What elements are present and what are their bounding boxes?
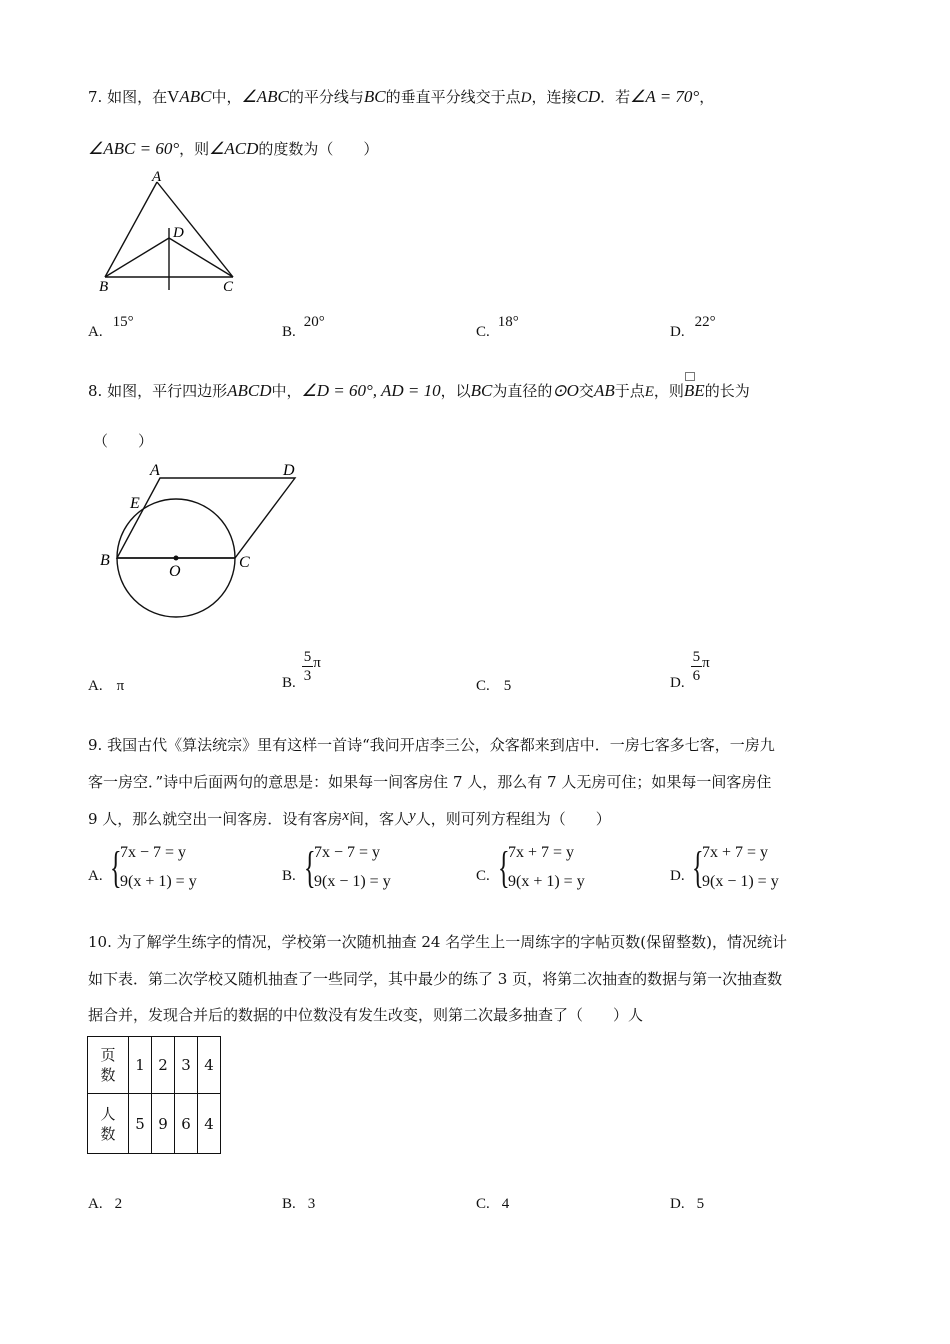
q7-text: ，连接 bbox=[531, 88, 577, 106]
equation-1: 7x + 7 = y bbox=[702, 844, 769, 861]
table-cell: 4 bbox=[198, 1094, 221, 1154]
q10-option-d[interactable] bbox=[670, 1194, 704, 1213]
option-label: C. bbox=[476, 1196, 490, 1212]
brace: { bbox=[498, 843, 510, 892]
option-label: D. bbox=[670, 1196, 685, 1212]
numerator: 5 bbox=[303, 649, 312, 665]
brace: { bbox=[692, 843, 704, 892]
header-char: 数 bbox=[100, 1124, 116, 1143]
q8-figure bbox=[95, 458, 310, 623]
equation-1: 7x − 7 = y bbox=[120, 844, 187, 861]
label-d: D bbox=[173, 225, 184, 241]
q9-stem-line3 bbox=[88, 808, 611, 829]
q7-option-c[interactable] bbox=[476, 314, 519, 341]
option-label: B. bbox=[282, 674, 296, 691]
q8-text: 交 bbox=[578, 382, 594, 400]
label-e: E bbox=[130, 495, 140, 512]
brace: { bbox=[304, 843, 316, 892]
table-cell: 3 bbox=[175, 1037, 198, 1094]
q9-text: 9 人，那么就空出一间客房．设有客房 bbox=[88, 810, 343, 828]
option-label: A. bbox=[88, 678, 103, 694]
fraction bbox=[691, 648, 703, 685]
option-value: 5 bbox=[696, 1196, 705, 1212]
option-label: A. bbox=[88, 868, 103, 884]
option-label: D. bbox=[670, 868, 685, 884]
q7-text: 中， bbox=[211, 88, 242, 106]
q8-arc-be bbox=[684, 381, 705, 400]
equation-system bbox=[120, 838, 197, 896]
q8-stem-line1 bbox=[88, 380, 750, 401]
q9-option-b[interactable] bbox=[282, 838, 432, 900]
q10-stem-line1 bbox=[88, 931, 787, 952]
q10-stem-line2 bbox=[88, 968, 782, 989]
label-b: B bbox=[100, 552, 110, 569]
q9-option-d[interactable] bbox=[670, 838, 820, 900]
option-value: 18° bbox=[497, 314, 519, 330]
triangle-symbol: V bbox=[167, 87, 180, 106]
q9-text: 9. 我国古代《算法统宗》里有这样一首诗“我问开店李三公，众客都来到店中．一房七客多七客，一房九 bbox=[88, 736, 775, 754]
label-c: C bbox=[239, 554, 250, 571]
var-y: y bbox=[409, 808, 416, 824]
option-label: A. bbox=[88, 1196, 103, 1212]
table-cell: 9 bbox=[152, 1094, 175, 1154]
numerator: 5 bbox=[692, 649, 701, 665]
pi-symbol: π bbox=[702, 654, 710, 671]
pi-symbol: π bbox=[313, 654, 321, 671]
segment-ab bbox=[105, 182, 157, 277]
q8-text: 8. 如图，平行四边形 bbox=[88, 382, 228, 400]
segment-dc bbox=[169, 238, 233, 277]
q7-text: ，则 bbox=[179, 140, 210, 158]
center-o-dot bbox=[174, 556, 179, 561]
row-header-pages bbox=[88, 1037, 129, 1094]
option-label: B. bbox=[282, 324, 296, 340]
label-o: O bbox=[169, 563, 181, 580]
q8-condition: ∠D = 60°, AD = 10 bbox=[301, 381, 441, 400]
option-label: D. bbox=[670, 324, 685, 340]
q8-bc: BC bbox=[470, 381, 493, 400]
q8-abcd: ABCD bbox=[227, 381, 272, 400]
q10-stem-line3 bbox=[88, 1004, 643, 1025]
q9-text: 人，则可列方程组为（ ） bbox=[415, 810, 611, 828]
q9-stem-line1 bbox=[88, 734, 775, 755]
q7-text: 7. 如图，在 bbox=[88, 88, 168, 106]
option-label: D. bbox=[670, 674, 685, 691]
label-b: B bbox=[99, 279, 109, 293]
label-c: C bbox=[223, 279, 234, 293]
q7-text: ， bbox=[699, 88, 715, 106]
q7-option-a[interactable] bbox=[88, 314, 134, 341]
q7-angle-acd: ∠ACD bbox=[209, 139, 259, 158]
q9-text: 间，客人 bbox=[349, 810, 410, 828]
q8-circle-o: ⊙O bbox=[552, 381, 579, 400]
header-char: 页 bbox=[100, 1046, 116, 1064]
q10-option-a[interactable] bbox=[88, 1194, 122, 1213]
equation-system bbox=[508, 838, 585, 896]
q10-data-table bbox=[87, 1036, 221, 1154]
q7-option-b[interactable] bbox=[282, 314, 325, 341]
q8-option-a[interactable] bbox=[88, 676, 124, 695]
header-char: 数 bbox=[100, 1066, 116, 1084]
equation-2: 9(x − 1) = y bbox=[314, 873, 391, 890]
equation-system bbox=[314, 838, 391, 896]
table-row-pages bbox=[88, 1037, 221, 1094]
q8-option-c[interactable] bbox=[476, 676, 511, 695]
q7-abc: ABC bbox=[179, 87, 212, 106]
option-value: 5 bbox=[503, 678, 512, 694]
option-label: A. bbox=[88, 324, 103, 340]
q8-text: ，则 bbox=[653, 382, 684, 400]
equation-1: 7x + 7 = y bbox=[508, 844, 575, 861]
q10-text: 10. 为了解学生练字的情况，学校第一次随机抽查 24 名学生上一周练字的字帖页数(保留整数)，情况统计 bbox=[88, 933, 787, 951]
denominator: 6 bbox=[692, 668, 701, 684]
fraction bbox=[302, 648, 314, 685]
label-a: A bbox=[150, 462, 160, 479]
q7-point-d: D bbox=[520, 90, 532, 106]
segment-bd bbox=[105, 238, 169, 277]
row-header-people bbox=[88, 1094, 129, 1154]
option-value: 22° bbox=[694, 314, 716, 330]
option-value: 15° bbox=[112, 314, 134, 330]
table-cell: 2 bbox=[152, 1037, 175, 1094]
q8-text: 为直径的 bbox=[492, 382, 553, 400]
q9-text: 客一房空．”诗中后面两句的意思是：如果每一间客房住 7 人，那么有 7 人无房可住；如果每一间客房住 bbox=[88, 773, 772, 791]
equation-2: 9(x + 1) = y bbox=[508, 873, 585, 890]
table-cell: 1 bbox=[129, 1037, 152, 1094]
option-value: 2 bbox=[114, 1196, 123, 1212]
q8-ab: AB bbox=[593, 381, 615, 400]
q10-text: 据合并，发现合并后的数据的中位数没有发生改变，则第二次最多抽查了（ ）人 bbox=[88, 1006, 644, 1024]
q7-stem-line2 bbox=[88, 138, 378, 159]
q7-angle-a: ∠A = 70° bbox=[630, 87, 700, 106]
label-a: A bbox=[152, 169, 162, 185]
option-value: 4 bbox=[501, 1196, 510, 1212]
q7-text: 的垂直平分线交于点 bbox=[385, 88, 521, 106]
equation-2: 9(x − 1) = y bbox=[702, 873, 779, 890]
q7-text: 的平分线与 bbox=[288, 88, 364, 106]
option-value: π bbox=[116, 678, 125, 694]
var-x: x bbox=[342, 808, 349, 824]
label-d: D bbox=[283, 462, 295, 479]
q10-option-b[interactable] bbox=[282, 1194, 315, 1213]
q7-option-d[interactable] bbox=[670, 314, 716, 341]
q7-bc: BC bbox=[363, 87, 386, 106]
option-label: C. bbox=[476, 324, 490, 340]
q10-option-c[interactable] bbox=[476, 1194, 509, 1213]
table-cell: 5 bbox=[129, 1094, 152, 1154]
q8-text: 的长为 bbox=[704, 382, 750, 400]
q8-text: 中， bbox=[271, 382, 302, 400]
equation-system bbox=[702, 838, 779, 896]
q8-stem-line2 bbox=[93, 430, 153, 451]
q9-stem-line2 bbox=[88, 771, 771, 792]
q8-option-b[interactable] bbox=[282, 648, 321, 691]
option-label: C. bbox=[476, 678, 490, 694]
table-row-people bbox=[88, 1094, 221, 1154]
equation-2: 9(x + 1) = y bbox=[120, 873, 197, 890]
q9-option-c[interactable] bbox=[476, 838, 626, 900]
q8-point-e: E bbox=[644, 384, 654, 400]
header-char: 人 bbox=[100, 1104, 116, 1123]
option-label: B. bbox=[282, 868, 296, 884]
option-label: B. bbox=[282, 1196, 296, 1212]
arc-be-text: BE bbox=[683, 381, 705, 400]
q7-text: 的度数为（ ） bbox=[258, 140, 379, 158]
q7-figure bbox=[95, 168, 245, 293]
q8-paren: （ ） bbox=[93, 432, 154, 450]
q7-cd: CD bbox=[576, 87, 601, 106]
table-cell: 6 bbox=[175, 1094, 198, 1154]
q8-text: ，以 bbox=[440, 382, 471, 400]
q7-angle-abc: ∠ABC bbox=[241, 87, 289, 106]
parallelogram-abcd bbox=[117, 478, 295, 558]
q8-text: 于点 bbox=[614, 382, 645, 400]
option-label: C. bbox=[476, 868, 490, 884]
q9-option-a[interactable] bbox=[88, 838, 238, 900]
option-value: 3 bbox=[307, 1196, 316, 1212]
q7-stem-line1 bbox=[88, 86, 714, 107]
q8-option-d[interactable] bbox=[670, 648, 710, 691]
q7-angle-abc-value: ∠ABC = 60° bbox=[88, 139, 180, 158]
q7-text: ．若 bbox=[600, 88, 631, 106]
equation-1: 7x − 7 = y bbox=[314, 844, 381, 861]
denominator: 3 bbox=[303, 668, 312, 684]
brace: { bbox=[110, 843, 122, 892]
table-cell: 4 bbox=[198, 1037, 221, 1094]
q10-text: 如下表．第二次学校又随机抽查了一些同学，其中最少的练了 3 页，将第二次抽查的数据与第一次抽查数 bbox=[88, 970, 783, 988]
option-value: 20° bbox=[303, 314, 325, 330]
